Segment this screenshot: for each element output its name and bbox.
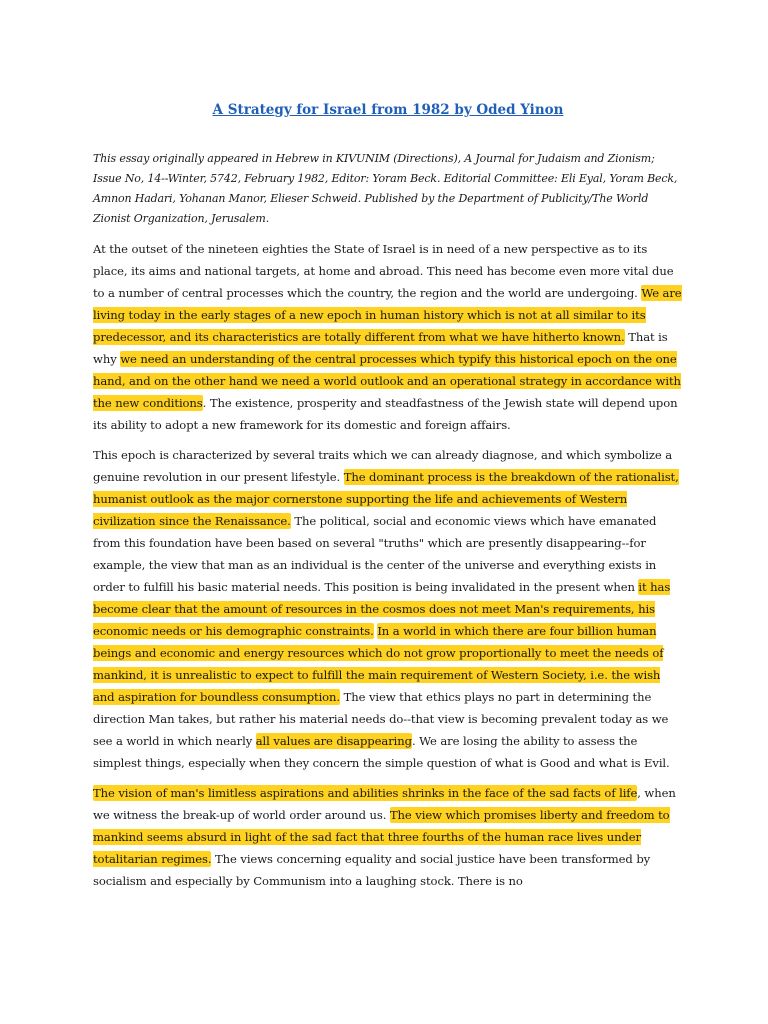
highlighted-text: In a world in which there are four billion human beings and economic and energy resources which do not grow proportionally to meet the needs of mankind, it is unrealistic to expect to fulfill the main requirement of Western Society, i.e. the wish and aspiration for boundless consumption. bbox=[93, 624, 664, 704]
highlighted-text: The view which promises liberty and freedom to mankind seems absurd in light of the sad fact that three fourths of the human race lives under totalitarian regimes. bbox=[93, 808, 670, 866]
paragraph-text: The political, social and economic views which have emanated from this foundation have been based on several "truths" which are presently disappearing--for example, the view that man as an individual is the center of the universe and everything exists in order to fulfill his basic material needs. This position is being invalidated in the present when bbox=[93, 514, 657, 594]
paragraph-text: The view that ethics plays no part in determining the direction Man takes, but rather his material needs do--that view is becoming prevalent today as we see a world in which nearly bbox=[93, 690, 669, 748]
paragraph-text: This epoch is characterized by several traits which we can already diagnose, and which symbolize a genuine revolution in our present lifestyle. bbox=[93, 448, 673, 484]
highlighted-text: We are living today in the early stages of a new epoch in human history which is not at all similar to its predecessor, and its characteristics are totally different from what we have hitherto known. bbox=[93, 286, 682, 344]
paragraph bbox=[93, 444, 683, 774]
paragraph-text: . The existence, prosperity and steadfastness of the Jewish state will depend upon its ability to adopt a new framework for its domestic and foreign affairs. bbox=[93, 396, 678, 432]
document-title bbox=[93, 100, 683, 120]
paragraph-text: At the outset of the nineteen eighties the State of Israel is in need of a new perspective as to its place, its aims and national targets, at home and abroad. This need has become even more vital due to a number of central processes which the country, the region and the world are undergoing. bbox=[93, 242, 674, 300]
paragraph bbox=[93, 238, 683, 436]
paragraph bbox=[93, 782, 683, 892]
paragraph-text: The views concerning equality and social justice have been transformed by socialism and especially by Communism into a laughing stock. There is no bbox=[93, 852, 651, 888]
paragraph-text: . We are losing the ability to assess the simplest things, especially when they concern the simple question of what is Good and what is Evil. bbox=[93, 734, 670, 770]
paragraph-text: , when we witness the break-up of world order around us. bbox=[93, 786, 676, 822]
highlighted-text: all values are disappearing bbox=[255, 734, 412, 748]
body-text bbox=[93, 238, 683, 892]
document-page bbox=[93, 100, 683, 900]
title-link[interactable]: A Strategy for Israel from 1982 by Oded Yinon bbox=[212, 102, 564, 118]
intro-note: This essay originally appeared in Hebrew in KIVUNIM (Directions), A Journal for Judaism and Zionism; Issue No, 14--Winter, 5742, February 1982, Editor: Yoram Beck. Editorial Committee: Eli Eyal, Yoram Beck, Amnon Hadari, Yohanan Manor, Elieser Schweid. Published by the Department of Publicity/The World Zionist Organization, Jerusalem. bbox=[93, 152, 678, 225]
highlighted-text: we need an understanding of the central processes which typify this historical epoch on the one hand, and on the other hand we need a world outlook and an operational strategy in accordance with the new conditions bbox=[93, 352, 681, 410]
highlighted-text: it has become clear that the amount of resources in the cosmos does not meet Man's requirements, his economic needs or his demographic constraints. bbox=[93, 580, 671, 638]
paragraph-text: That is why bbox=[93, 330, 668, 366]
highlighted-text: The vision of man's limitless aspirations and abilities shrinks in the face of the sad facts of life bbox=[93, 786, 638, 800]
highlighted-text: The dominant process is the breakdown of the rationalist, humanist outlook as the major cornerstone supporting the life and achievements of Western civilization since the Renaissance. bbox=[93, 470, 679, 528]
